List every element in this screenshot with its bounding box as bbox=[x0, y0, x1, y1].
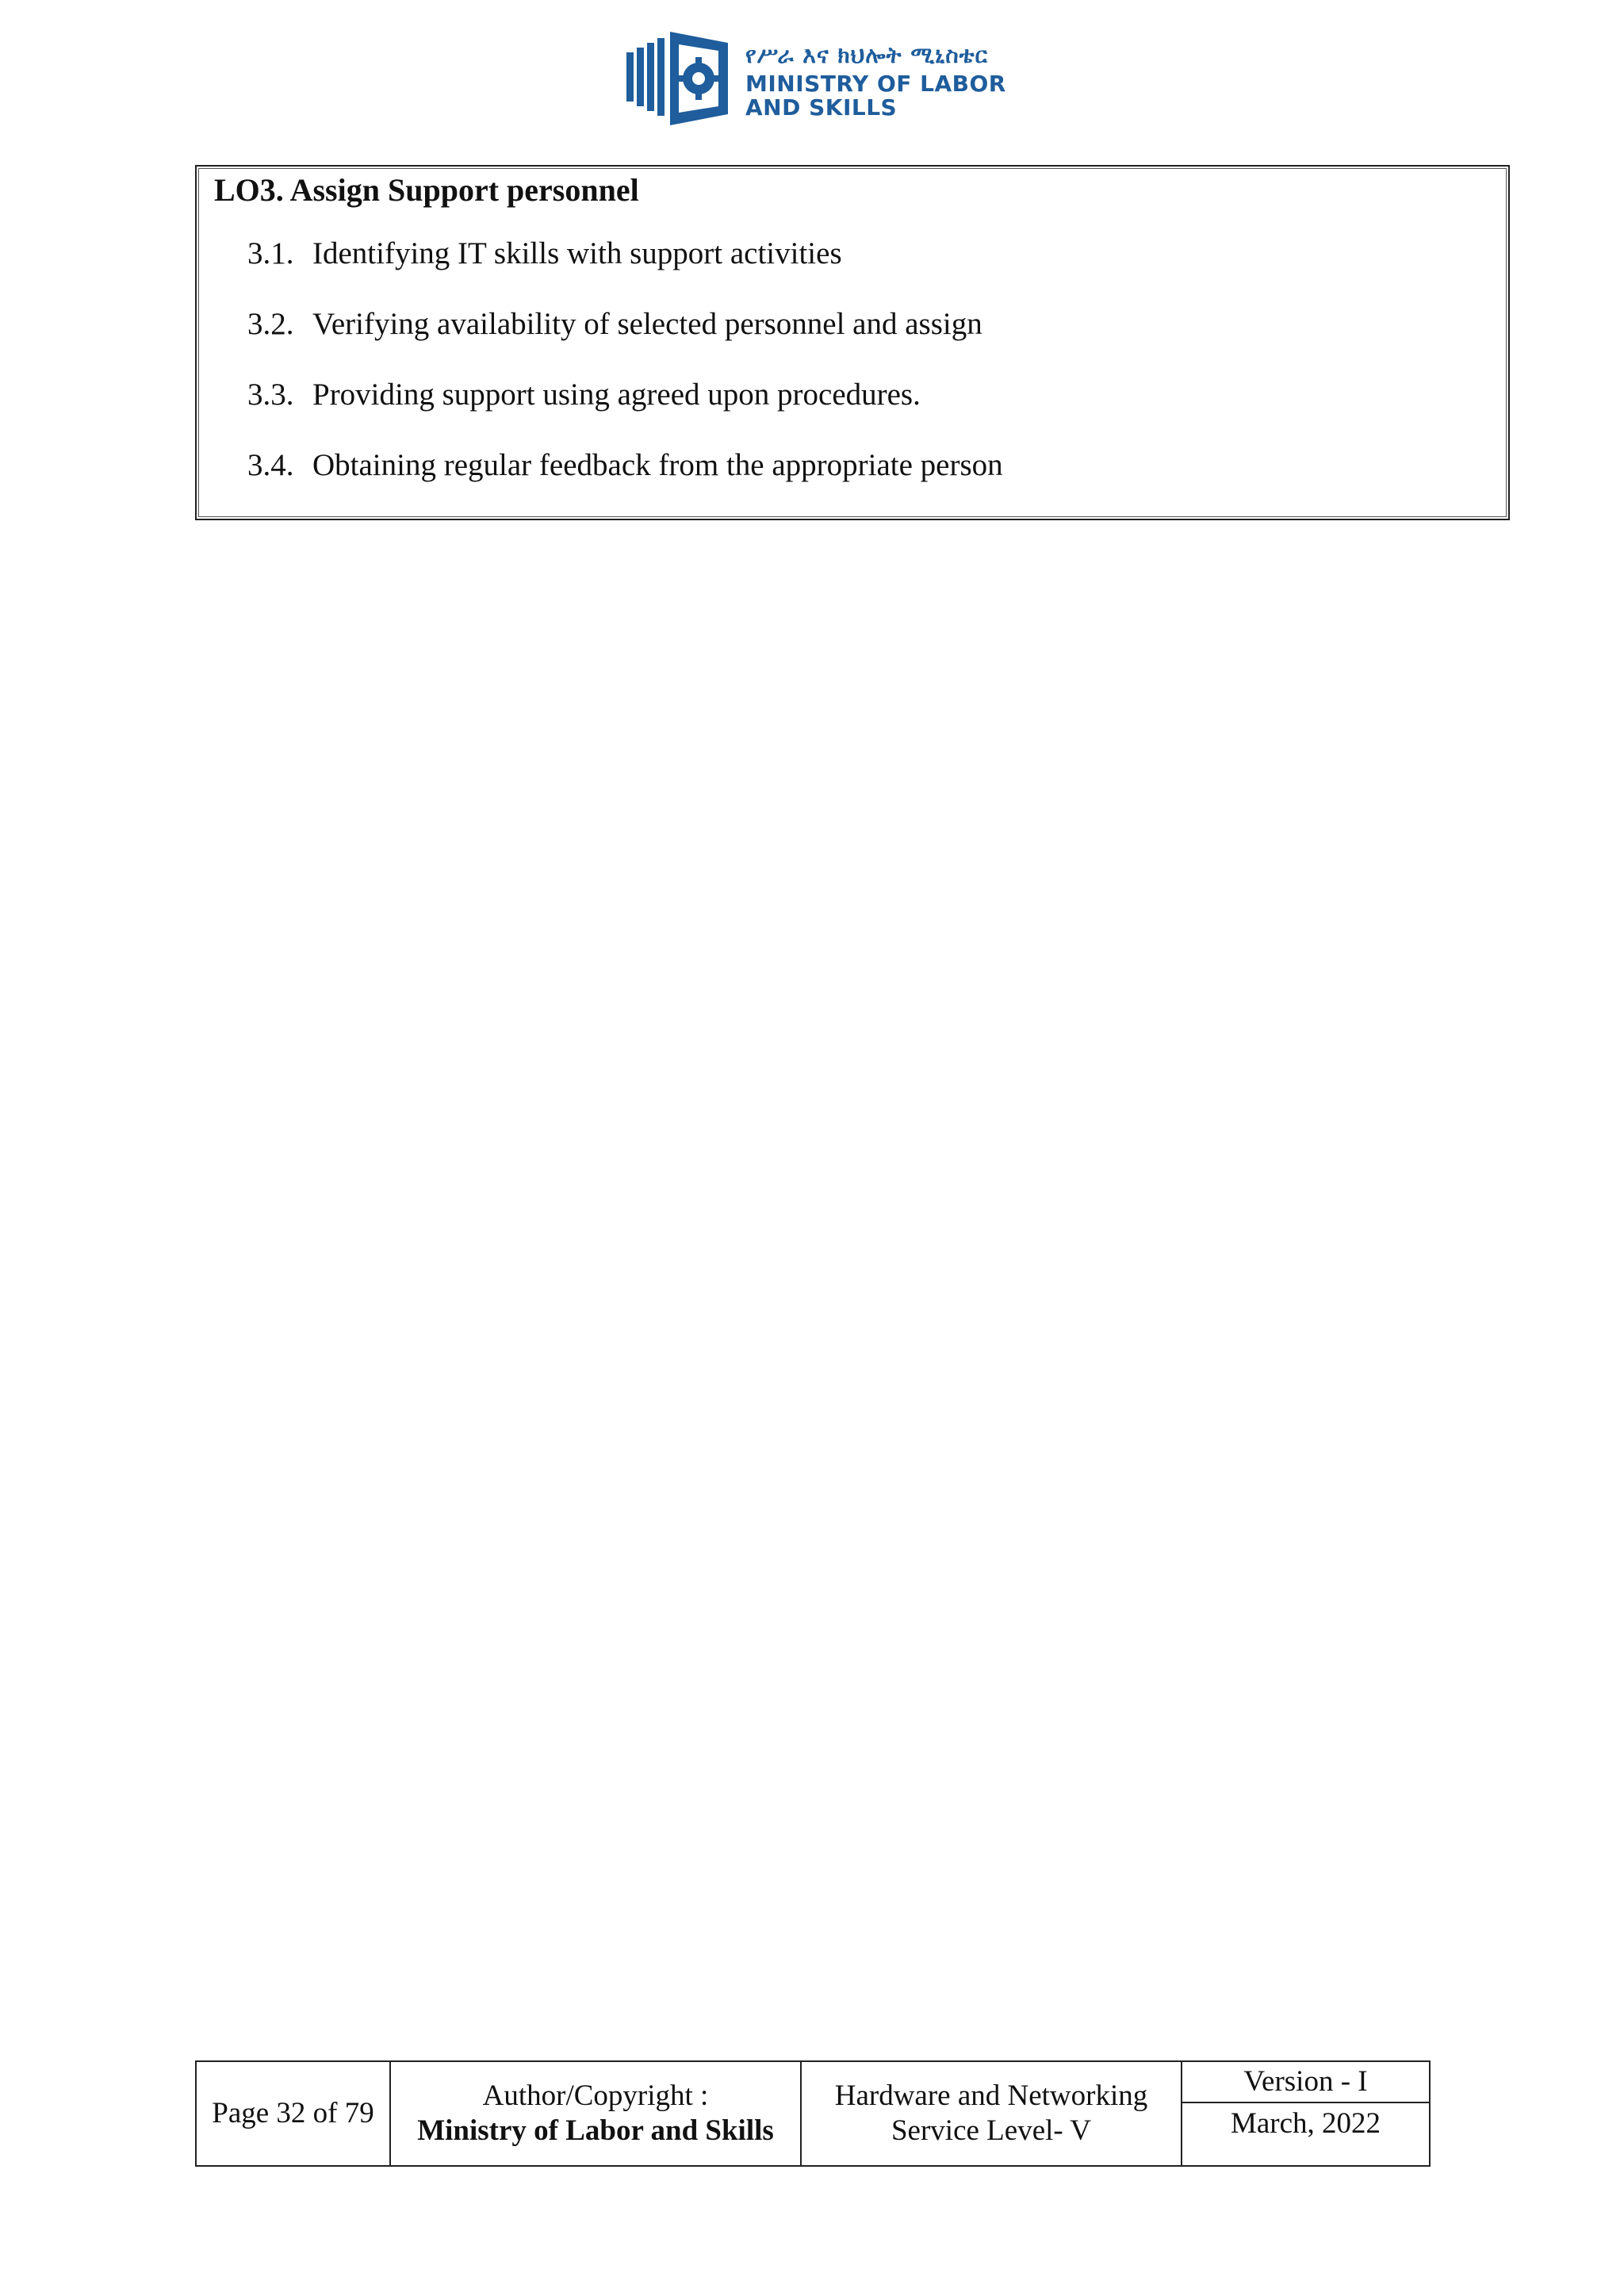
list-item bbox=[247, 376, 1003, 447]
course-title-line-1: Hardware and Networking bbox=[834, 2079, 1148, 2112]
footer-version-cell bbox=[1182, 2062, 1429, 2165]
list-item bbox=[247, 447, 1003, 517]
learning-outcome-title: LO3. Assign Support personnel bbox=[214, 172, 639, 208]
list-item-text: Verifying availability of selected personnel and assign bbox=[312, 307, 982, 341]
list-item-number: 3.3. bbox=[247, 378, 294, 412]
learning-outcome-list bbox=[247, 235, 1003, 517]
list-item-number: 3.4. bbox=[247, 448, 294, 482]
version-date: March, 2022 bbox=[1230, 2107, 1381, 2140]
list-item-text: Providing support using agreed upon procedures. bbox=[312, 378, 921, 412]
ministry-logo-icon bbox=[626, 30, 730, 127]
list-item-text: Identifying IT skills with support activities bbox=[312, 236, 842, 270]
page-footer bbox=[195, 2060, 1431, 2167]
list-item bbox=[247, 305, 1003, 376]
learning-outcome-box bbox=[195, 165, 1510, 520]
list-item-number: 3.1. bbox=[247, 236, 294, 270]
logo-amharic-name: የሥራ እና ክህሎት ሚኒስቴር bbox=[745, 42, 989, 68]
version-label: Version - I bbox=[1182, 2062, 1429, 2103]
footer-course-cell bbox=[802, 2062, 1182, 2165]
ministry-logo-text bbox=[745, 44, 1015, 121]
list-item bbox=[247, 235, 1003, 305]
footer-author-cell bbox=[391, 2062, 802, 2165]
page-number: Page 32 of 79 bbox=[212, 2097, 374, 2129]
author-name: Ministry of Labor and Skills bbox=[417, 2114, 774, 2147]
author-label: Author/Copyright : bbox=[482, 2079, 709, 2112]
logo-name-line-1: MINISTRY OF LABOR bbox=[745, 71, 1006, 97]
list-item-text: Obtaining regular feedback from the appropriate person bbox=[312, 448, 1003, 482]
logo-name-line-2: AND SKILLS bbox=[745, 94, 898, 121]
ministry-logo bbox=[626, 30, 1007, 127]
footer-page-cell bbox=[197, 2062, 391, 2165]
list-item-number: 3.2. bbox=[247, 307, 294, 341]
course-title-line-2: Service Level- V bbox=[891, 2114, 1092, 2147]
